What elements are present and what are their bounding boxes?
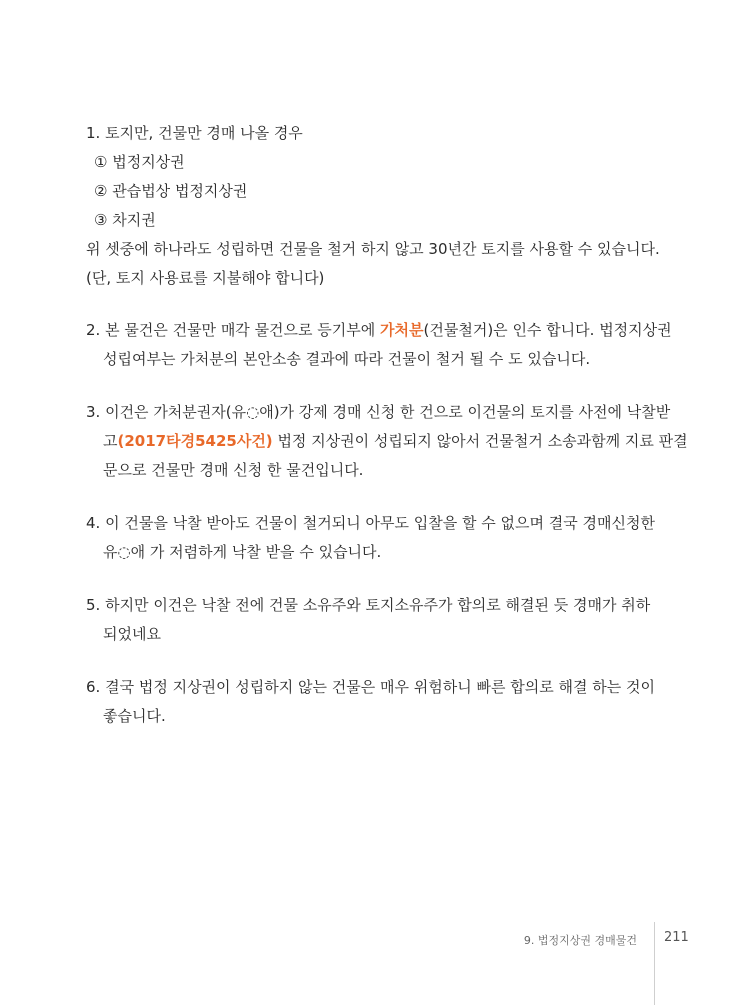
page-number: 211 (664, 930, 689, 945)
section-3-line-2-pre: 고 (103, 432, 118, 450)
footer-divider (654, 922, 655, 1005)
section-3-line-2 (86, 427, 688, 456)
section-5-line-2: 되었네요 (103, 625, 161, 643)
section-1-title: 1. 토지만, 건물만 경매 나올 경우 (86, 124, 303, 142)
footer-chapter-title: 9. 법정지상권 경매물건 (523, 934, 637, 947)
section-4-line-1: 4. 이 건물을 낙찰 받아도 건물이 철거되니 아무도 입찰을 할 수 없으며 결국 경매신청한 (86, 514, 655, 532)
document-body (86, 119, 688, 731)
section-2-line-2: 성립여부는 가처분의 본안소송 결과에 따라 건물이 철거 될 수 도 있습니다. (103, 350, 591, 368)
section-2-line-1 (86, 316, 676, 345)
highlight-gacheobun: 가처분 (380, 321, 424, 339)
section-2-pre: 2. 본 물건은 건물만 매각 물건으로 등기부에 (86, 321, 381, 339)
section-1-line-2: (단, 토지 사용료를 지불해야 합니다) (86, 269, 325, 287)
section-1-line-1: 위 셋중에 하나라도 성립하면 건물을 철거 하지 않고 30년간 토지를 사용할 수 있습니다. (86, 240, 660, 258)
section-4-line-2: 유◌애 가 저렴하게 낙찰 받을 수 있습니다. (103, 543, 382, 561)
list-item-1: ① 법정지상권 (94, 153, 185, 171)
section-6-line-1: 6. 결국 법정 지상권이 성립하지 않는 건물은 매우 위험하니 빠른 합의로 해결 하는 것이 (86, 678, 655, 696)
section-3-line-2-post: 법정 지상권이 성립되지 않아서 건물철거 소송과함께 지료 판결 (272, 432, 688, 450)
section-3-line-1: 3. 이건은 가처분권자(유◌애)가 강제 경매 신청 한 건으로 이건물의 토지를 사전에 낙찰받 (86, 403, 671, 421)
list-item-3: ③ 차지권 (94, 211, 156, 229)
section-5-line-1: 5. 하지만 이건은 낙찰 전에 건물 소유주와 토지소유주가 합의로 해결된 듯 경매가 취하 (86, 596, 651, 614)
section-2-post: (건물철거)은 인수 합니다. 법정지상권 (423, 321, 672, 339)
section-3-line-3: 문으로 건물만 경매 신청 한 물건입니다. (103, 461, 364, 479)
highlight-case-number: (2017타경5425사건) (117, 432, 273, 450)
list-item-2: ② 관습법상 법정지상권 (94, 182, 248, 200)
section-6-line-2: 좋습니다. (103, 707, 166, 725)
